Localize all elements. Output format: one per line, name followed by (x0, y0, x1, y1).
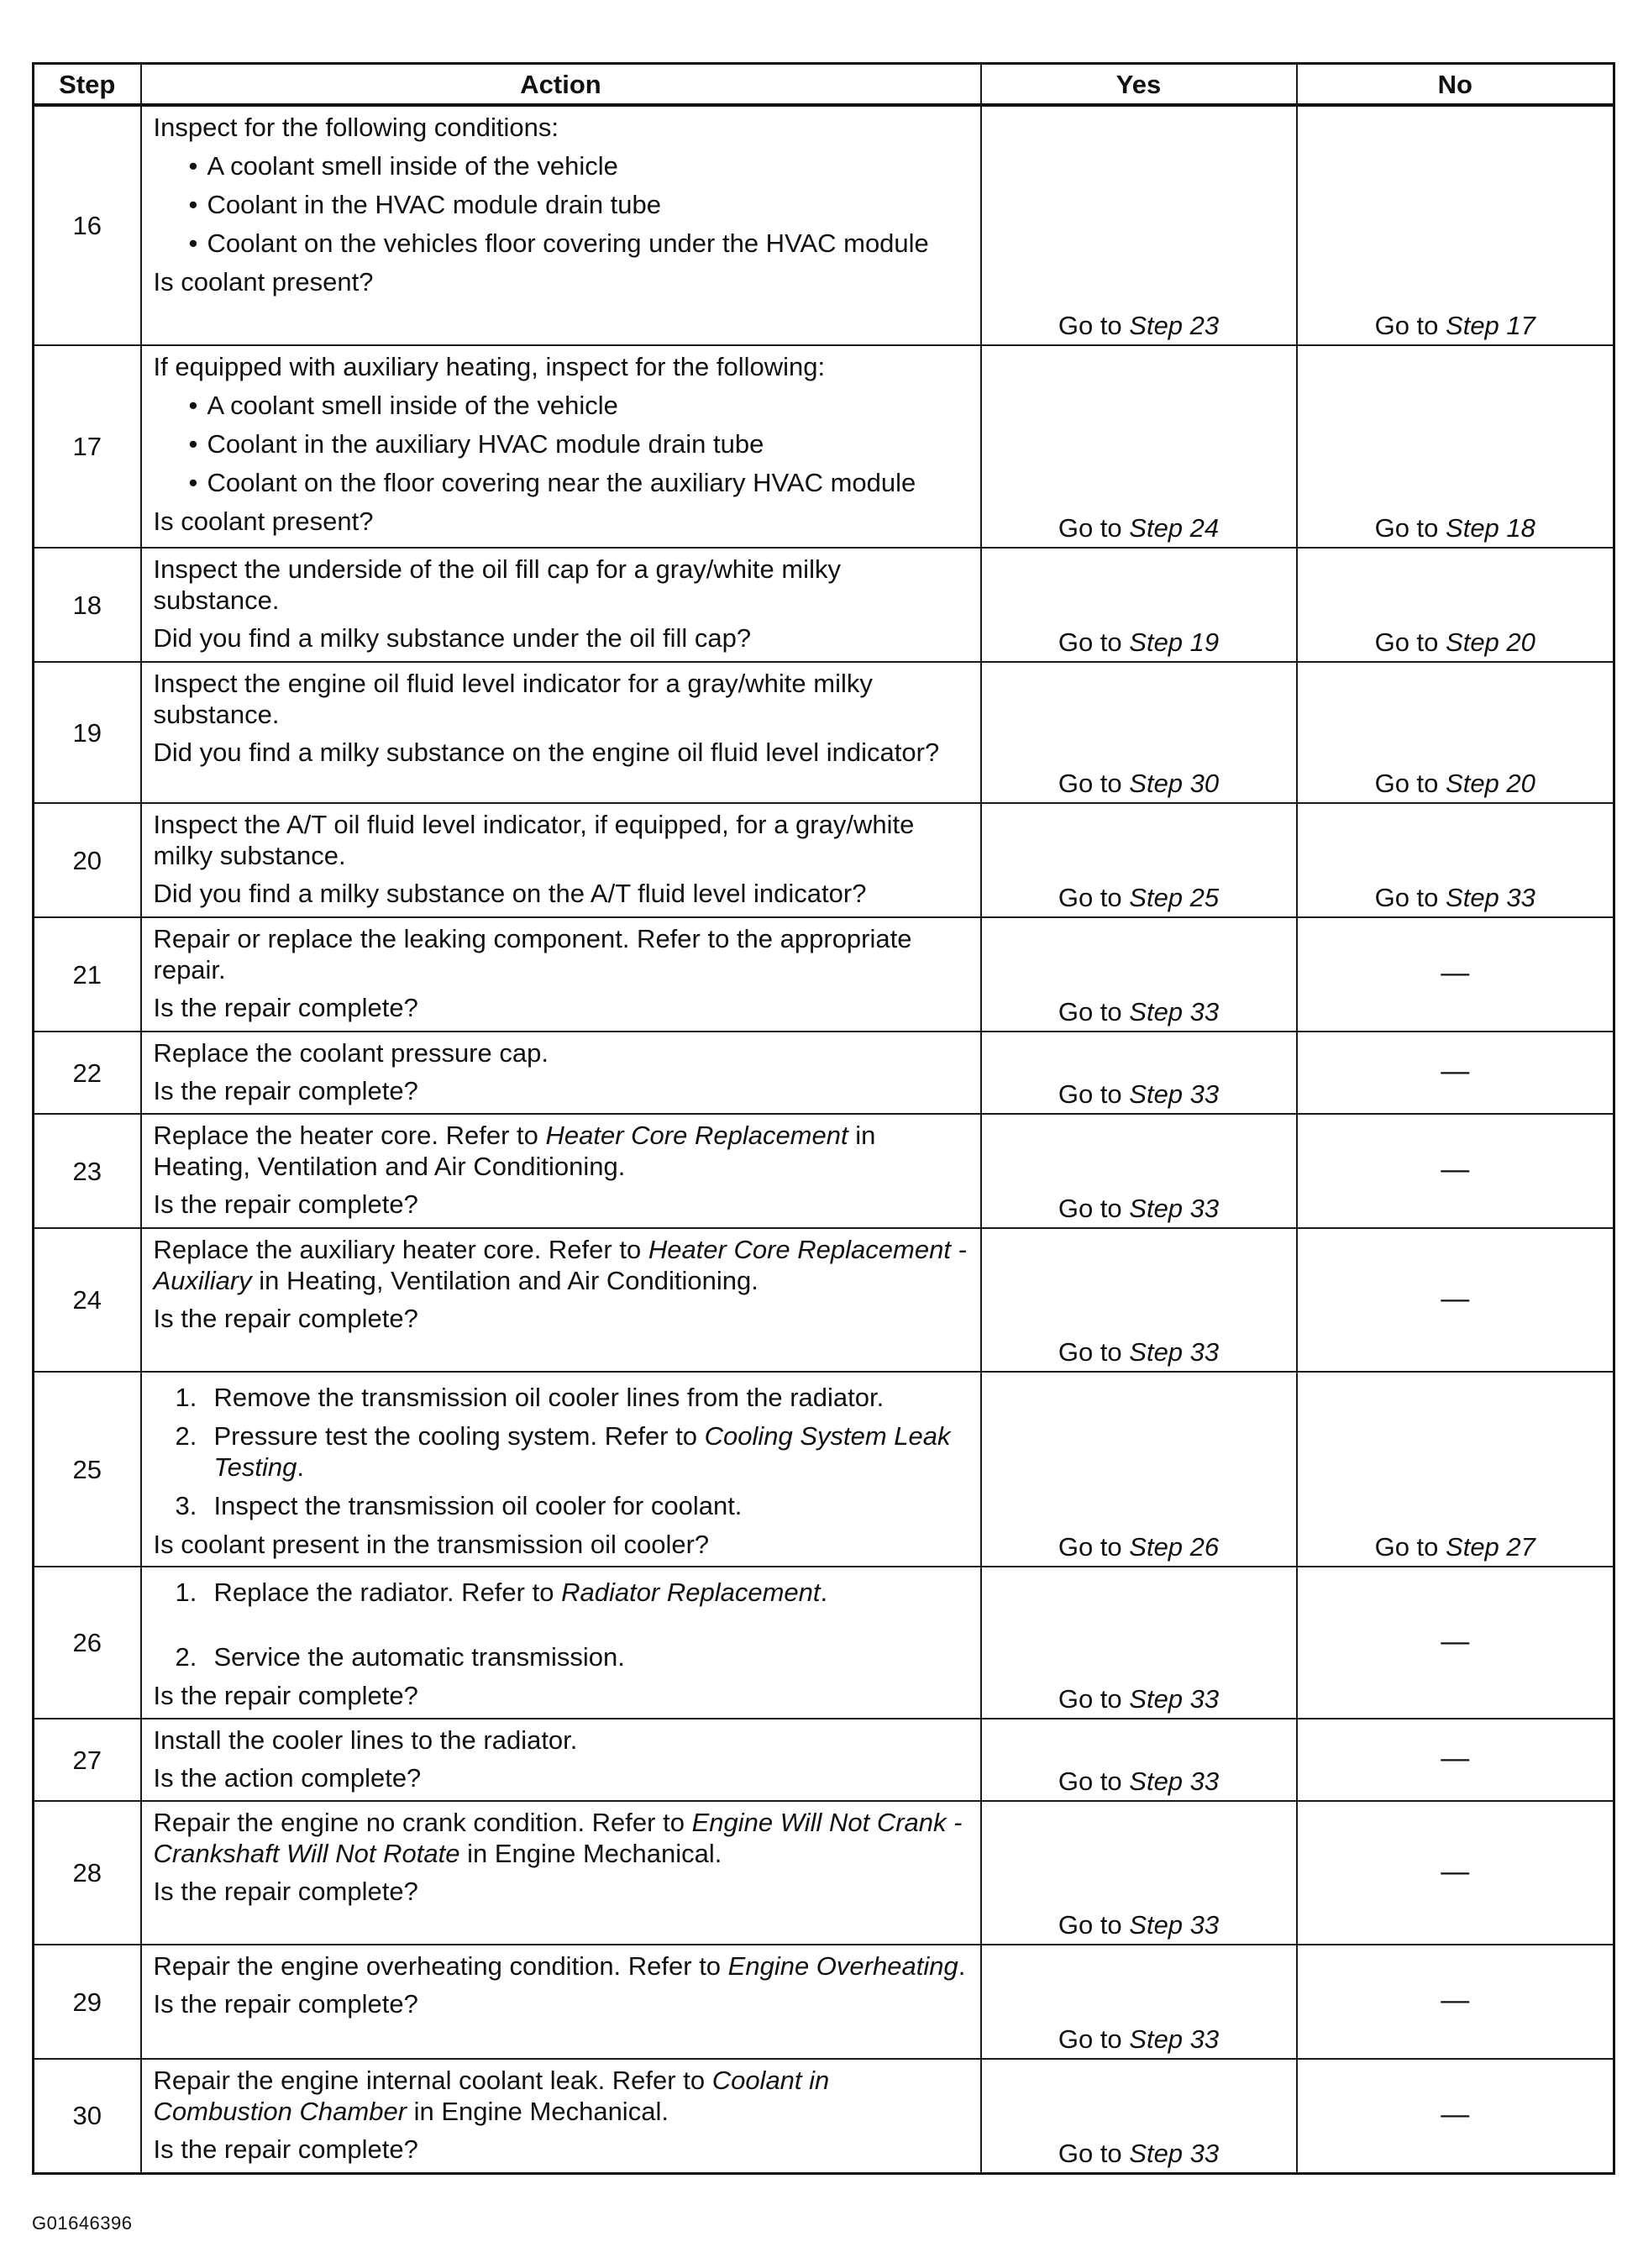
no-cell (1297, 105, 1614, 345)
step-number: 27 (34, 1719, 141, 1801)
item-text: . (820, 1578, 828, 1607)
no-cell: — (1297, 2059, 1614, 2173)
no-cell (1297, 345, 1614, 548)
no-cell: — (1297, 1228, 1614, 1372)
yes-target: Step 33 (1129, 1767, 1220, 1796)
yes-cell (981, 548, 1297, 662)
yes-prefix: Go to (1058, 1910, 1130, 1940)
table-row (34, 1945, 1614, 2059)
action-cell (141, 1801, 981, 1945)
action-text-part: in Engine Mechanical. (459, 1839, 722, 1868)
yes-cell (981, 1114, 1297, 1228)
header-no: No (1297, 64, 1614, 106)
action-reference: Engine Will Not Crank - Crankshaft Will Not Rotate (153, 1808, 963, 1868)
action-question: Is coolant present? (153, 267, 374, 297)
no-cell: — (1297, 1032, 1614, 1114)
action-question: Is the repair complete? (153, 1189, 418, 1219)
yes-cell (981, 1372, 1297, 1567)
yes-target: Step 26 (1129, 1532, 1220, 1562)
step-number: 29 (34, 1945, 141, 2059)
yes-cell (981, 803, 1297, 917)
action-reference: Coolant in Combustion Chamber (153, 2066, 830, 2126)
action-cell (141, 1228, 981, 1372)
yes-target: Step 33 (1129, 1194, 1220, 1223)
no-target: Step 17 (1446, 311, 1535, 340)
no-cell (1297, 662, 1614, 803)
no-cell (1297, 803, 1614, 917)
action-bullet: • Coolant on the vehicles floor covering under the HVAC module (154, 228, 972, 259)
no-prefix: Go to (1374, 627, 1446, 657)
action-intro: If equipped with auxiliary heating, inspect for the following: (153, 352, 826, 381)
no-cell: — (1297, 1567, 1614, 1719)
no-target: Step 18 (1446, 513, 1535, 543)
header-yes: Yes (981, 64, 1297, 106)
action-text-part: Repair the engine no crank condition. Refer to (153, 1808, 692, 1837)
header-action: Action (141, 64, 981, 106)
action-cell (141, 917, 981, 1032)
action-text: Inspect the A/T oil fluid level indicator, if equipped, for a gray/white milky substance. (153, 810, 915, 870)
action-question: Is the action complete? (153, 1763, 422, 1793)
table-row (34, 1114, 1614, 1228)
item-text: Inspect the transmission oil cooler for coolant. (213, 1491, 743, 1520)
yes-target: Step 33 (1129, 997, 1220, 1026)
step-number: 26 (34, 1567, 141, 1719)
action-reference: Heater Core Replacement (545, 1121, 848, 1150)
yes-cell (981, 2059, 1297, 2173)
no-cell (1297, 1372, 1614, 1567)
action-bullet: • A coolant smell inside of the vehicle (154, 390, 972, 421)
action-numbered-item (154, 1420, 972, 1483)
yes-prefix: Go to (1058, 2024, 1130, 2054)
action-question: Is the repair complete? (153, 1076, 418, 1105)
action-question: Is the repair complete? (153, 1681, 418, 1710)
yes-cell (981, 1228, 1297, 1372)
table-row (34, 1719, 1614, 1801)
yes-cell (981, 1801, 1297, 1945)
action-text (154, 1120, 972, 1182)
yes-prefix: Go to (1058, 311, 1130, 340)
action-cell (141, 1114, 981, 1228)
yes-cell (981, 1719, 1297, 1801)
action-cell (141, 803, 981, 917)
yes-prefix: Go to (1058, 883, 1130, 912)
yes-target: Step 33 (1129, 2138, 1220, 2168)
yes-cell (981, 662, 1297, 803)
action-bullet: • Coolant in the HVAC module drain tube (154, 189, 972, 220)
yes-prefix: Go to (1058, 1079, 1130, 1109)
action-text: Replace the coolant pressure cap. (153, 1038, 549, 1068)
table-row (34, 1567, 1614, 1719)
action-cell (141, 1567, 981, 1719)
yes-cell (981, 917, 1297, 1032)
action-text: Repair or replace the leaking component. Refer to the appropriate repair. (153, 924, 912, 984)
table-row (34, 1032, 1614, 1114)
action-cell (141, 548, 981, 662)
action-question: Did you find a milky substance on the A/T fluid level indicator? (153, 879, 867, 908)
action-reference: Cooling System Leak Testing (213, 1421, 951, 1482)
action-text (154, 1234, 972, 1296)
action-text-part: Replace the auxiliary heater core. Refer to (153, 1235, 648, 1264)
step-number: 20 (34, 803, 141, 917)
table-row (34, 803, 1614, 917)
yes-target: Step 33 (1129, 1337, 1220, 1367)
yes-target: Step 33 (1129, 1910, 1220, 1940)
action-cell (141, 1372, 981, 1567)
action-reference: Radiator Replacement (561, 1578, 821, 1607)
step-number: 19 (34, 662, 141, 803)
action-text-part: in Engine Mechanical. (407, 2097, 669, 2126)
yes-target: Step 25 (1129, 883, 1220, 912)
item-text: Remove the transmission oil cooler lines from the radiator. (213, 1383, 884, 1412)
action-text (154, 1807, 972, 1869)
action-text (154, 1950, 972, 1982)
no-prefix: Go to (1374, 769, 1446, 798)
action-reference: Heater Core Replacement - Auxiliary (153, 1235, 967, 1295)
item-number: 2. (175, 1642, 197, 1672)
figure-id: G01646396 (32, 2213, 133, 2234)
action-question: Did you find a milky substance under the oil fill cap? (153, 623, 752, 653)
yes-prefix: Go to (1058, 1684, 1130, 1714)
yes-prefix: Go to (1058, 1767, 1130, 1796)
action-question: Is the repair complete? (153, 2134, 418, 2164)
yes-target: Step 30 (1129, 769, 1220, 798)
action-question: Is the repair complete? (153, 993, 418, 1022)
step-number: 22 (34, 1032, 141, 1114)
no-prefix: Go to (1374, 1532, 1446, 1562)
no-cell: — (1297, 1719, 1614, 1801)
action-cell (141, 105, 981, 345)
action-question: Is the repair complete? (153, 1304, 418, 1333)
step-number: 25 (34, 1372, 141, 1567)
no-target: Step 20 (1446, 627, 1535, 657)
yes-prefix: Go to (1058, 513, 1130, 543)
table-row (34, 2059, 1614, 2173)
yes-prefix: Go to (1058, 627, 1130, 657)
no-prefix: Go to (1374, 883, 1446, 912)
table-row (34, 345, 1614, 548)
yes-prefix: Go to (1058, 1532, 1130, 1562)
action-cell (141, 662, 981, 803)
action-question: Is the repair complete? (153, 1877, 418, 1906)
step-number: 21 (34, 917, 141, 1032)
diagnostic-table (32, 62, 1615, 2175)
table-row (34, 917, 1614, 1032)
action-bullet: • Coolant on the floor covering near the auxiliary HVAC module (154, 467, 972, 498)
action-reference: Engine Overheating (727, 1951, 958, 1981)
action-numbered-item (154, 1382, 972, 1413)
action-numbered-item (154, 1490, 972, 1521)
action-cell (141, 2059, 981, 2173)
no-target: Step 33 (1446, 883, 1535, 912)
no-prefix: Go to (1374, 311, 1446, 340)
action-question: Is coolant present in the transmission oil cooler? (153, 1530, 710, 1559)
action-cell (141, 1945, 981, 2059)
item-number: 1. (175, 1383, 197, 1412)
action-text-part: in Heating, Ventilation and Air Conditioning. (251, 1266, 759, 1295)
no-target: Step 20 (1446, 769, 1535, 798)
action-question: Is the repair complete? (153, 1989, 418, 2019)
action-question: Is coolant present? (153, 507, 374, 536)
action-bullet: • Coolant in the auxiliary HVAC module drain tube (154, 428, 972, 459)
no-cell: — (1297, 1801, 1614, 1945)
step-number: 30 (34, 2059, 141, 2173)
action-bullet: • A coolant smell inside of the vehicle (154, 150, 972, 181)
step-number: 23 (34, 1114, 141, 1228)
action-text-part: Replace the heater core. Refer to (153, 1121, 546, 1150)
header-step: Step (34, 64, 141, 106)
action-text-part: Repair the engine internal coolant leak. Refer to (153, 2066, 712, 2095)
step-number: 24 (34, 1228, 141, 1372)
no-prefix: Go to (1374, 513, 1446, 543)
item-text: Replace the radiator. Refer to (213, 1578, 562, 1607)
yes-target: Step 24 (1129, 513, 1220, 543)
action-cell (141, 345, 981, 548)
action-intro: Inspect for the following conditions: (153, 113, 559, 142)
yes-target: Step 19 (1129, 627, 1220, 657)
table-row (34, 1801, 1614, 1945)
no-cell: — (1297, 1114, 1614, 1228)
yes-prefix: Go to (1058, 2138, 1130, 2168)
action-text-part: in Heating, Ventilation and Air Conditioning. (153, 1121, 876, 1181)
no-cell (1297, 548, 1614, 662)
action-numbered-item (154, 1577, 972, 1608)
action-cell (141, 1719, 981, 1801)
item-text: Service the automatic transmission. (213, 1642, 625, 1672)
action-text: Install the cooler lines to the radiator. (153, 1725, 578, 1755)
no-cell: — (1297, 1945, 1614, 2059)
step-number: 28 (34, 1801, 141, 1945)
yes-cell (981, 1567, 1297, 1719)
action-numbered-item (154, 1641, 972, 1672)
yes-cell (981, 1945, 1297, 2059)
action-cell (141, 1032, 981, 1114)
table-row (34, 105, 1614, 345)
table-row (34, 548, 1614, 662)
action-question: Did you find a milky substance on the engine oil fluid level indicator? (153, 738, 940, 767)
step-number: 16 (34, 105, 141, 345)
no-cell: — (1297, 917, 1614, 1032)
action-text (154, 2065, 972, 2127)
step-number: 18 (34, 548, 141, 662)
yes-cell (981, 105, 1297, 345)
item-number: 2. (175, 1421, 197, 1451)
yes-prefix: Go to (1058, 997, 1130, 1026)
yes-target: Step 23 (1129, 311, 1220, 340)
table-row (34, 1372, 1614, 1567)
yes-prefix: Go to (1058, 769, 1130, 798)
table-row (34, 1228, 1614, 1372)
yes-cell (981, 345, 1297, 548)
item-text: . (297, 1452, 304, 1482)
yes-prefix: Go to (1058, 1337, 1130, 1367)
yes-target: Step 33 (1129, 1079, 1220, 1109)
yes-target: Step 33 (1129, 1684, 1220, 1714)
action-text-part: Repair the engine overheating condition. Refer to (153, 1951, 728, 1981)
action-text-part: . (958, 1951, 966, 1981)
step-number: 17 (34, 345, 141, 548)
item-number: 1. (175, 1578, 197, 1607)
yes-target: Step 33 (1129, 2024, 1220, 2054)
no-target: Step 27 (1446, 1532, 1535, 1562)
table-row (34, 662, 1614, 803)
item-text: Pressure test the cooling system. Refer to (213, 1421, 705, 1451)
yes-prefix: Go to (1058, 1194, 1130, 1223)
action-text: Inspect the underside of the oil fill cap for a gray/white milky substance. (153, 554, 841, 615)
action-text: Inspect the engine oil fluid level indicator for a gray/white milky substance. (153, 669, 873, 729)
yes-cell (981, 1032, 1297, 1114)
item-number: 3. (175, 1491, 197, 1520)
table-header-row (34, 64, 1614, 106)
